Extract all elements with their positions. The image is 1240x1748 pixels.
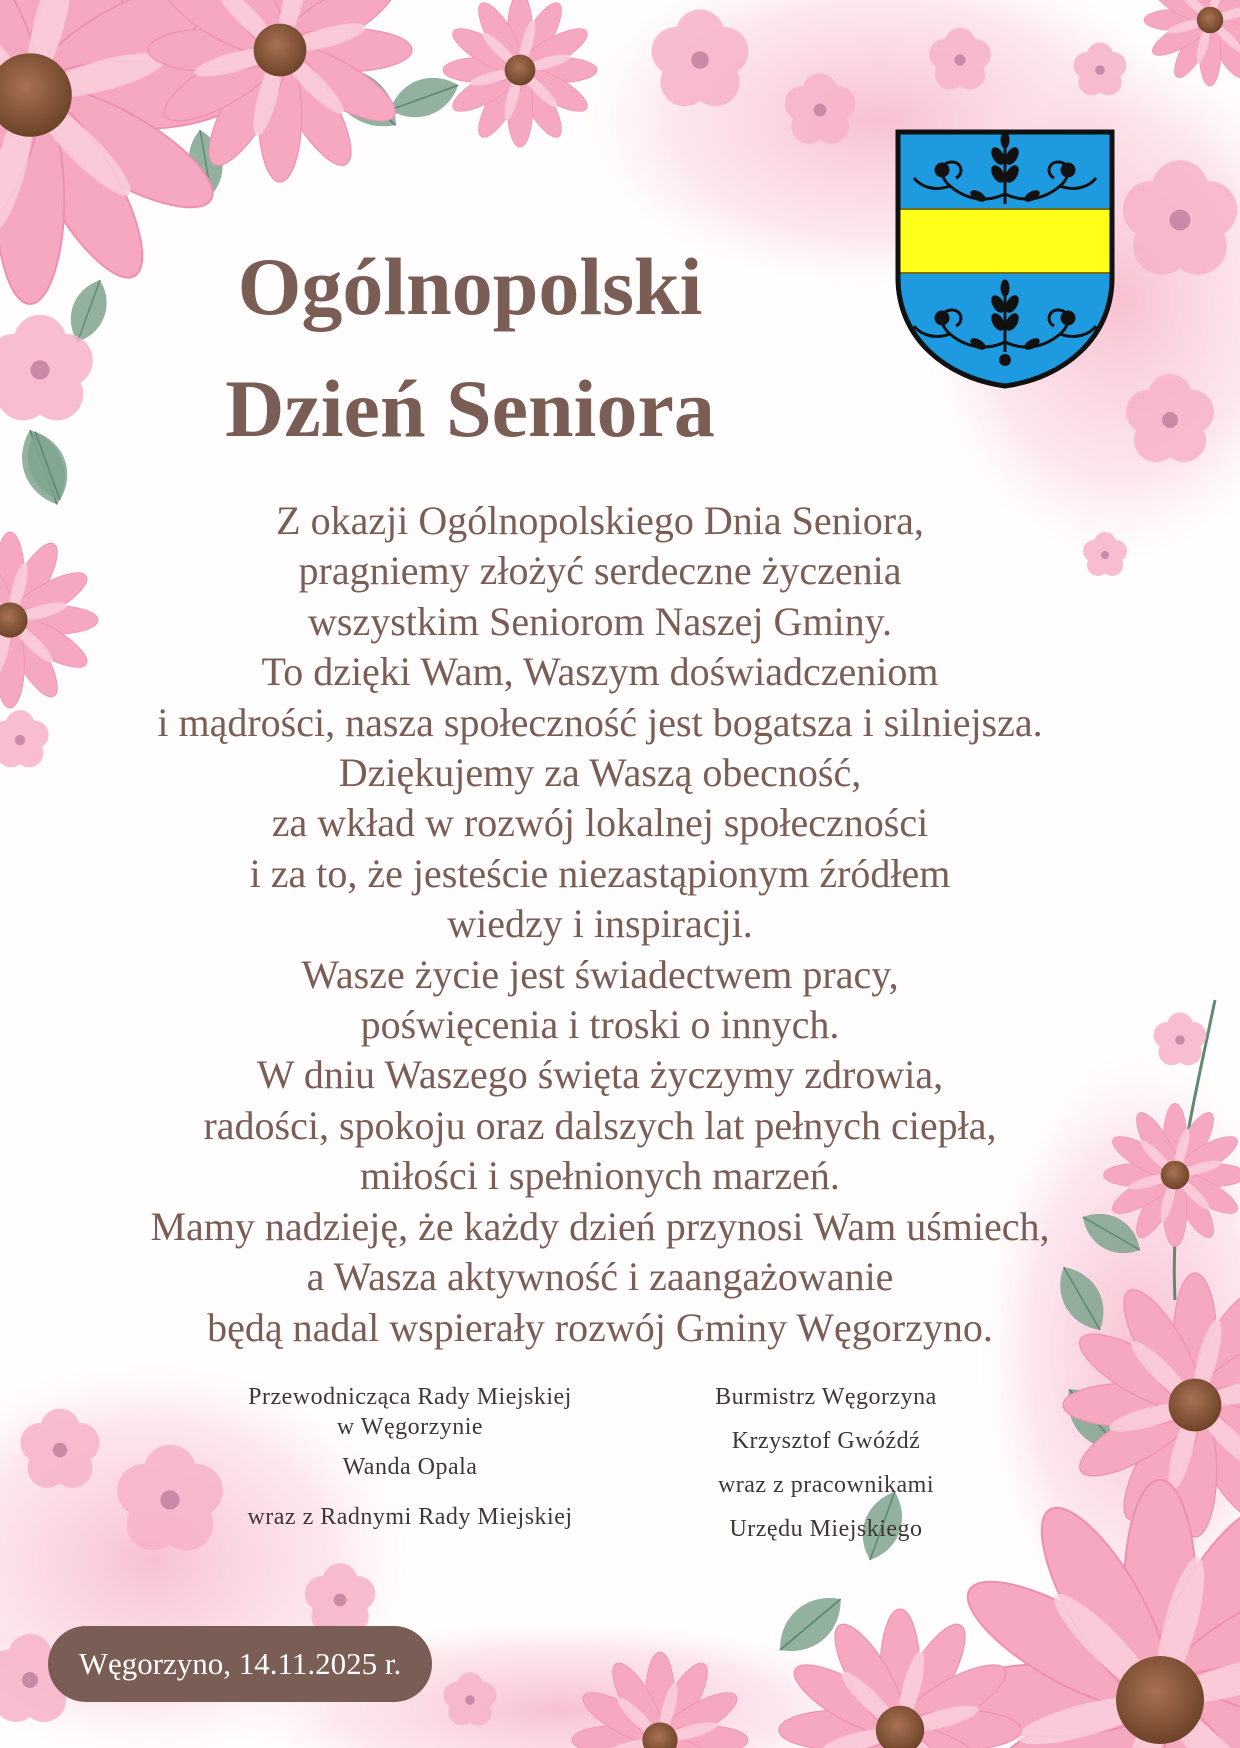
signature-right-role: Burmistrz Węgorzyna [715, 1384, 937, 1410]
wishes-text [70, 496, 1130, 1353]
signature-left [210, 1382, 610, 1532]
wishes-line: a Wasza aktywność i zaangażowanie [306, 1254, 894, 1300]
date-badge-text: Węgorzyno, 14.11.2025 r. [78, 1646, 402, 1681]
wishes-line: pragniemy złożyć serdeczne życzenia [298, 548, 902, 594]
wishes-line: i mądrości, nasza społeczność jest bogatsza i silniejsza. [157, 699, 1043, 745]
wishes-line: poświęcenia i troski o innych. [360, 1002, 840, 1048]
wishes-line: wiedzy i inspiracji. [447, 901, 753, 947]
page-title-line-1: Ogólnopolski [237, 241, 703, 332]
wishes-line: radości, spokoju oraz dalszych lat pełnych ciepła, [203, 1102, 997, 1148]
wishes-line: miłości i spełnionych marzeń. [360, 1153, 840, 1199]
signature-right-with-line-1: wraz z pracownikami [717, 1472, 935, 1498]
wishes-line: będą nadal wspierały rozwój Gminy Węgorzyno. [207, 1304, 993, 1350]
wishes-line: To dzięki Wam, Waszym doświadczeniom [261, 649, 939, 695]
wishes-line: W dniu Waszego święta życzymy zdrowia, [256, 1052, 944, 1098]
wishes-line: i za to, że jesteście niezastąpionym źródłem [249, 850, 951, 896]
signature-right-with-line-2: Urzędu Miejskiego [729, 1516, 923, 1542]
coat-of-arms-emblem [894, 128, 1116, 390]
wishes-line: Mamy nadzieję, że każdy dzień przynosi Wam uśmiech, [150, 1203, 1050, 1249]
wishes-line: Z okazji Ogólnopolskiego Dnia Seniora, [276, 498, 924, 543]
wishes-line: za wkład w rozwój lokalnej społeczności [271, 800, 929, 846]
signature-left-role-line-1: Przewodnicząca Rady Miejskiej [248, 1384, 572, 1410]
page-title-line-2: Dzień Seniora [225, 363, 715, 454]
signature-left-role-line-2: w Węgorzynie [336, 1414, 484, 1440]
wishes-line: Wasze życie jest świadectwem pracy, [301, 951, 899, 997]
wishes-line: Dziękujemy za Waszą obecność, [338, 750, 862, 796]
signature-right [666, 1382, 986, 1544]
signature-right-name: Krzysztof Gwóźdź [731, 1428, 921, 1454]
signature-left-name: Wanda Opala [342, 1454, 478, 1480]
signature-left-with: wraz z Radnymi Rady Miejskiej [247, 1504, 573, 1530]
date-badge [48, 1626, 432, 1702]
wishes-line: wszystkim Seniorom Naszej Gminy. [307, 598, 892, 644]
